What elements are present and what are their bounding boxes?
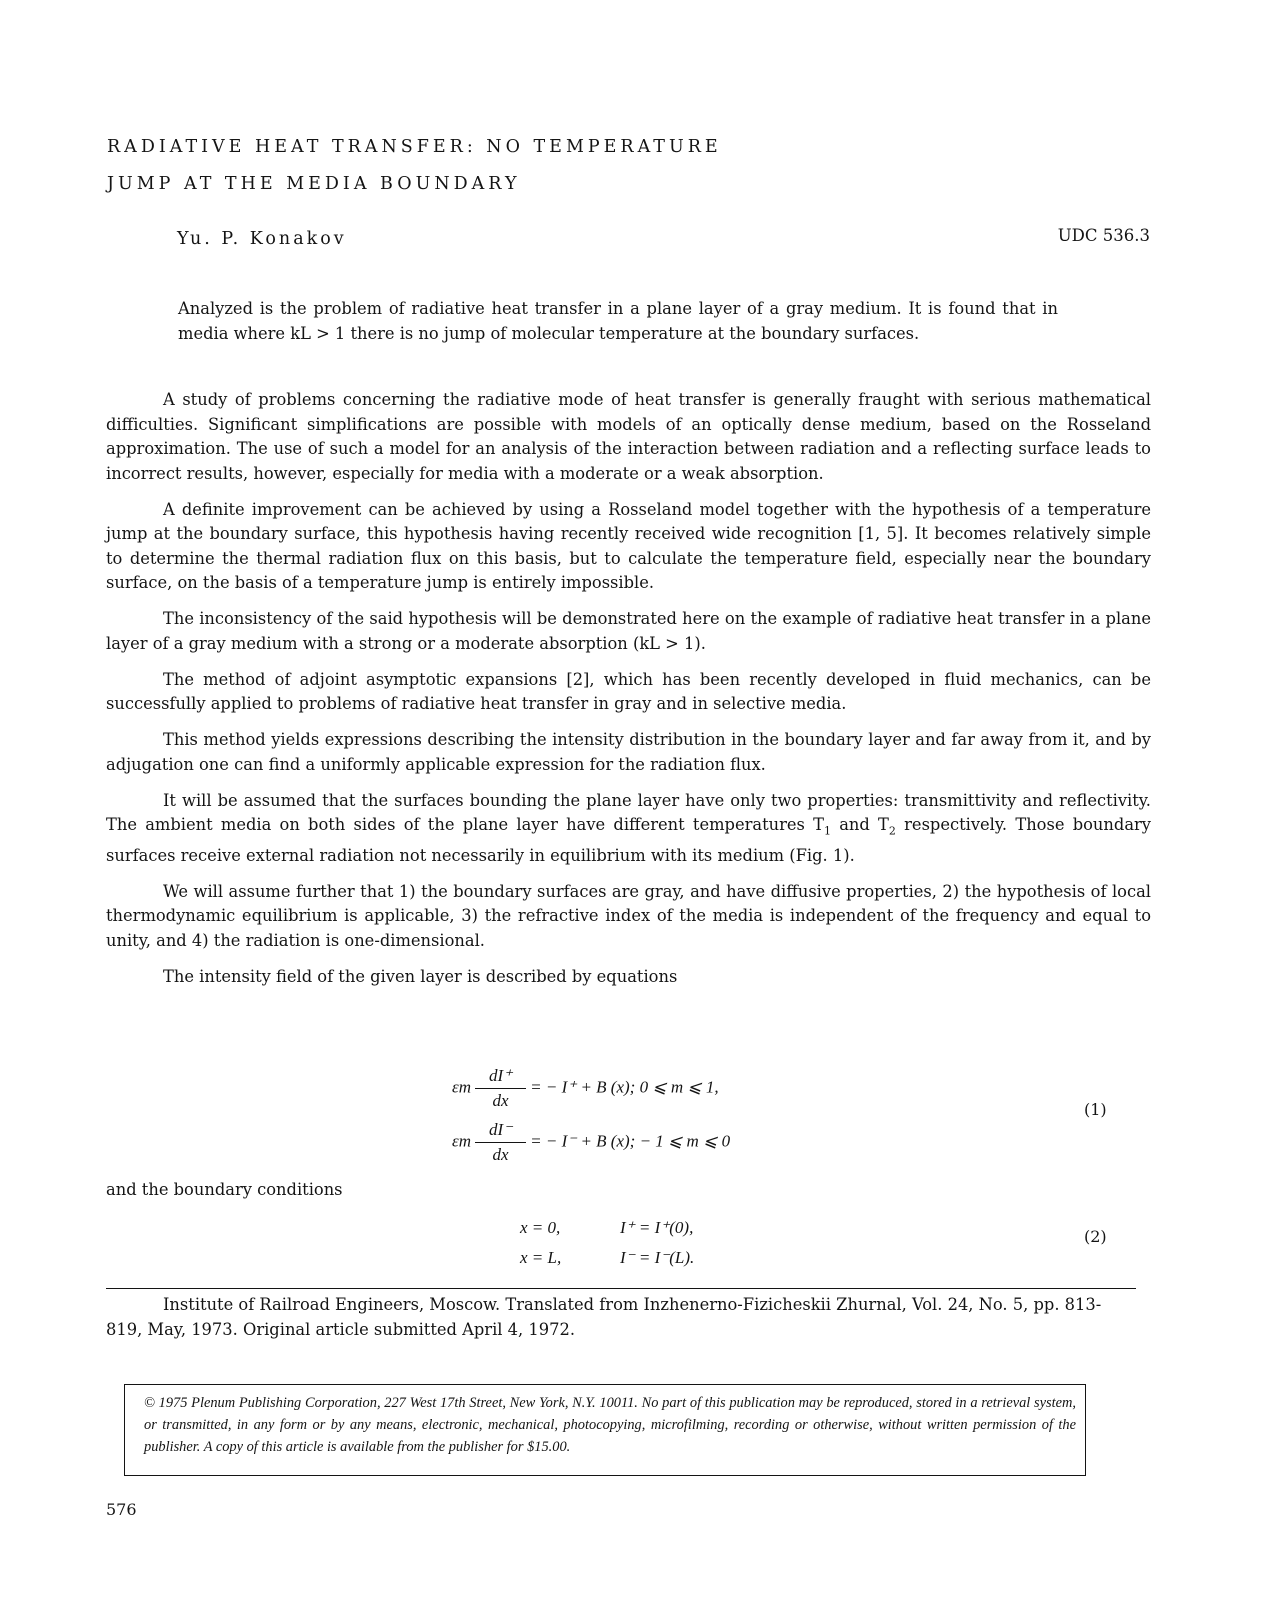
author-name: Yu. P. Konakov: [177, 229, 347, 249]
equation-2-line-1-right: I⁺ = I⁺(0),: [620, 1218, 694, 1237]
eq-rhs: = − I⁻ + B (x); − 1 ⩽ m ⩽ 0: [530, 1131, 731, 1151]
equation-1-number: (1): [1084, 1100, 1107, 1119]
eq-rhs: = − I⁺ + B (x); 0 ⩽ m ⩽ 1,: [530, 1077, 719, 1097]
article-title-line-2: JUMP AT THE MEDIA BOUNDARY: [107, 174, 521, 194]
text-run: respectively. Those boundary surfaces receive external radiation not necessarily in equilibrium with its medium (Fig. 1).: [106, 815, 1152, 865]
udc-code: UDC 536.3: [1057, 226, 1150, 245]
footnote: Institute of Railroad Engineers, Moscow. Translated from Inzhenerno-Fizicheskii Zhurnal, Vol. 24, No. 5, pp. 813-819, May, 1973. Original article submitted April 4, 1972.: [106, 1295, 1102, 1339]
paragraph: The inconsistency of the said hypothesis will be demonstrated here on the example of radiative heat transfer in a plane layer of a gray medium with a strong or a moderate absorption (kL > 1).: [106, 609, 1151, 653]
equation-2-number: (2): [1084, 1227, 1107, 1246]
fraction-numerator: dI⁻: [475, 1120, 526, 1143]
copyright-notice: © 1975 Plenum Publishing Corporation, 227 West 17th Street, New York, N.Y. 10011. No part of this publication may be reproduced, stored in a retrieval system, or transmitted, in any form or by any means, electronic, mechanical, photocopying, microfilming, recording or otherwise, without written permission of the publisher. A copy of this article is available from the publisher for $15.00.: [144, 1395, 1076, 1455]
text-run: It will be assumed that the surfaces bounding the plane layer have only two properties: transmittivity and reflectivity. The ambient media on both sides of the plane layer have different temperatures T: [106, 790, 1151, 834]
page-number: 576: [106, 1500, 137, 1519]
subscript: 2: [888, 824, 896, 838]
equation-1-line-2: [452, 1120, 730, 1165]
eq-prefix: εm: [452, 1131, 471, 1151]
paragraph: The method of adjoint asymptotic expansions [2], which has been recently developed in fluid mechanics, can be successfully applied to problems of radiative heat transfer in gray and in selective media.: [106, 669, 1151, 713]
boundary-conditions-intro: and the boundary conditions: [106, 1180, 343, 1199]
fraction: [475, 1120, 526, 1165]
text-run: and T: [830, 815, 889, 834]
paragraph-assumptions: [106, 789, 1151, 869]
fraction: [475, 1066, 526, 1111]
subscript: 1: [823, 824, 831, 838]
body-text: [106, 388, 1151, 1001]
paragraph: This method yields expressions describing the intensity distribution in the boundary layer and far away from it, and by adjugation one can find a uniformly applicable expression for the radiation flux.: [106, 730, 1151, 774]
equation-1-line-1: [452, 1066, 719, 1111]
equation-2-line-2-right: I⁻ = I⁻(L).: [620, 1248, 695, 1267]
article-title-line-1: RADIATIVE HEAT TRANSFER: NO TEMPERATURE: [107, 137, 722, 157]
eq-prefix: εm: [452, 1077, 471, 1097]
abstract: Analyzed is the problem of radiative heat transfer in a plane layer of a gray medium. It is found that in media where kL > 1 there is no jump of molecular temperature at the boundary surfaces.: [178, 299, 1058, 343]
fraction-denominator: dx: [492, 1145, 509, 1164]
paragraph: We will assume further that 1) the boundary surfaces are gray, and have diffusive properties, 2) the hypothesis of local thermodynamic equilibrium is applicable, 3) the refractive index of the media is independent of the frequency and equal to unity, and 4) the radiation is one-dimensional.: [106, 881, 1151, 950]
fraction-numerator: dI⁺: [475, 1066, 526, 1089]
paragraph: A study of problems concerning the radiative mode of heat transfer is generally fraught with serious mathematical difficulties. Significant simplifications are possible with models of an optically dense medium, based on the Rosseland approximation. The use of such a model for an analysis of the interaction between radiation and a reflecting surface leads to incorrect results, however, especially for media with a moderate or a weak absorption.: [106, 390, 1151, 483]
fraction-denominator: dx: [492, 1091, 509, 1110]
equation-2-line-2-left: x = L,: [520, 1248, 562, 1267]
footnote-divider: [106, 1288, 1136, 1289]
equation-2-line-1-left: x = 0,: [520, 1218, 561, 1237]
paragraph: A definite improvement can be achieved by using a Rosseland model together with the hypothesis of a temperature jump at the boundary surface, this hypothesis having recently received wide recognition [1, 5]. It becomes relatively simple to determine the thermal radiation flux on this basis, but to calculate the temperature field, especially near the boundary surface, on the basis of a temperature jump is entirely impossible.: [106, 499, 1151, 592]
paragraph: The intensity field of the given layer is described by equations: [163, 966, 678, 986]
